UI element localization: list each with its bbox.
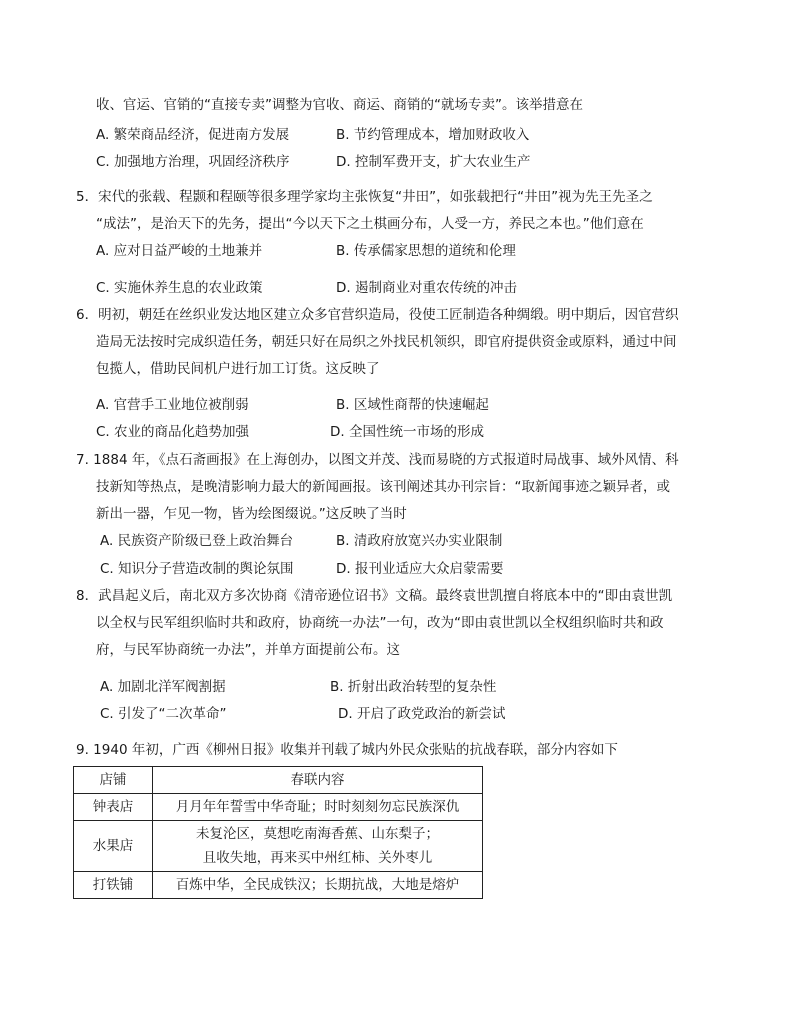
q5-option-a[interactable]: A. 应对日益严峻的土地兼并 bbox=[96, 243, 263, 259]
q5-option-c[interactable]: C. 实施休养生息的农业政策 bbox=[96, 280, 263, 296]
q4-option-a[interactable]: A. 繁荣商品经济，促进南方发展 bbox=[96, 127, 290, 143]
q8-option-b[interactable]: B. 折射出政治转型的复杂性 bbox=[330, 679, 497, 695]
q7-stem-line: 新出一器，乍见一物，皆为绘图缀说。”这反映了当时 bbox=[96, 506, 407, 522]
couplet-line: 百炼中华，全民成铁汉；长期抗战，大地是熔炉 bbox=[175, 877, 460, 893]
q6-stem-line: 6．明初，朝廷在丝织业发达地区建立众多官营织造局，役使工匠制造各种绸缎。明中期后，因官营织 bbox=[76, 307, 679, 323]
couplet-cell bbox=[153, 794, 483, 821]
shop-cell: 打铁铺 bbox=[74, 872, 153, 899]
q6-option-c[interactable]: C. 农业的商品化趋势加强 bbox=[96, 424, 250, 440]
shop-cell: 钟表店 bbox=[74, 794, 153, 821]
q8-option-d[interactable]: D. 开启了政党政治的新尝试 bbox=[338, 706, 506, 722]
q9-stem-line: 9. 1940 年初，广西《柳州日报》收集并刊载了城内外民众张贴的抗战春联，部分内容如下 bbox=[76, 742, 618, 758]
q8-option-c[interactable]: C. 引发了“二次革命” bbox=[100, 706, 227, 722]
table-header-shop: 店铺 bbox=[74, 767, 153, 794]
q5-stem-line: “成法”，是治天下的先务，提出“今以天下之土棋画分布，人受一方，养民之本也。”他们意在 bbox=[96, 216, 644, 232]
q8-stem-line: 以全权与民军组织临时共和政府，协商统一办法”一句，改为“即由袁世凯以全权组织临时共和政 bbox=[96, 615, 664, 631]
couplet-cell bbox=[153, 872, 483, 899]
couplet-line: 未复沦区，莫想吃南海香蕉、山东梨子； bbox=[196, 826, 439, 842]
couplet-table bbox=[73, 766, 483, 899]
q4-stem-line: 收、官运、官销的“直接专卖”调整为官收、商运、商销的“就场专卖”。该举措意在 bbox=[96, 97, 583, 113]
couplet-line: 且收失地，再来买中州红柿、关外枣儿 bbox=[202, 850, 433, 866]
q7-stem-line: 7. 1884 年，《点石斋画报》在上海创办，以图文并茂、浅而易晓的方式报道时局战事、域外风情、科 bbox=[76, 452, 679, 468]
table-header-row bbox=[74, 767, 483, 794]
q7-option-a[interactable]: A. 民族资产阶级已登上政治舞台 bbox=[100, 533, 294, 549]
q8-option-a[interactable]: A. 加剧北洋军阀割据 bbox=[100, 679, 226, 695]
shop-cell: 水果店 bbox=[74, 821, 153, 872]
q6-stem-line: 包揽人，借助民间机户进行加工订货。这反映了 bbox=[96, 361, 380, 377]
q4-option-c[interactable]: C. 加强地方治理，巩固经济秩序 bbox=[96, 154, 290, 170]
q8-stem-line: 府，与民军协商统一办法”，并单方面提前公布。这 bbox=[96, 642, 400, 658]
couplet-line: 月月年年誓雪中华奇耻；时时刻刻勿忘民族深仇 bbox=[175, 799, 460, 815]
q5-stem-line: 5．宋代的张载、程颢和程颐等很多理学家均主张恢复“井田”，如张载把行“井田”视为先王先圣之 bbox=[76, 189, 653, 205]
q8-stem-line: 8．武昌起义后，南北双方多次协商《清帝逊位诏书》文稿。最终袁世凯擅自将底本中的“即由袁世凯 bbox=[76, 588, 673, 604]
table-row bbox=[74, 794, 483, 821]
q7-option-b[interactable]: B. 清政府放宽兴办实业限制 bbox=[336, 533, 503, 549]
table-header-content: 春联内容 bbox=[153, 767, 483, 794]
q7-stem-line: 技新知等热点，是晚清影响力最大的新闻画报。该刊阐述其办刊宗旨：“取新闻事迹之颖异者，或 bbox=[96, 479, 670, 495]
table-row bbox=[74, 872, 483, 899]
q6-option-a[interactable]: A. 官营手工业地位被削弱 bbox=[96, 397, 249, 413]
q6-option-d[interactable]: D. 全国性统一市场的形成 bbox=[330, 424, 484, 440]
q4-option-d[interactable]: D. 控制军费开支，扩大农业生产 bbox=[336, 154, 531, 170]
q6-option-b[interactable]: B. 区域性商帮的快速崛起 bbox=[336, 397, 489, 413]
q7-option-d[interactable]: D. 报刊业适应大众启蒙需要 bbox=[336, 561, 504, 577]
q4-option-b[interactable]: B. 节约管理成本，增加财政收入 bbox=[336, 127, 530, 143]
couplet-cell bbox=[153, 821, 483, 872]
q6-stem-line: 造局无法按时完成织造任务，朝廷只好在局织之外找民机领织，即官府提供资金或原料，通过中间 bbox=[96, 334, 677, 350]
q5-option-d[interactable]: D. 遏制商业对重农传统的冲击 bbox=[336, 280, 517, 296]
q5-option-b[interactable]: B. 传承儒家思想的道统和伦理 bbox=[336, 243, 516, 259]
q7-option-c[interactable]: C. 知识分子营造改制的舆论氛围 bbox=[100, 561, 294, 577]
table-row bbox=[74, 821, 483, 872]
